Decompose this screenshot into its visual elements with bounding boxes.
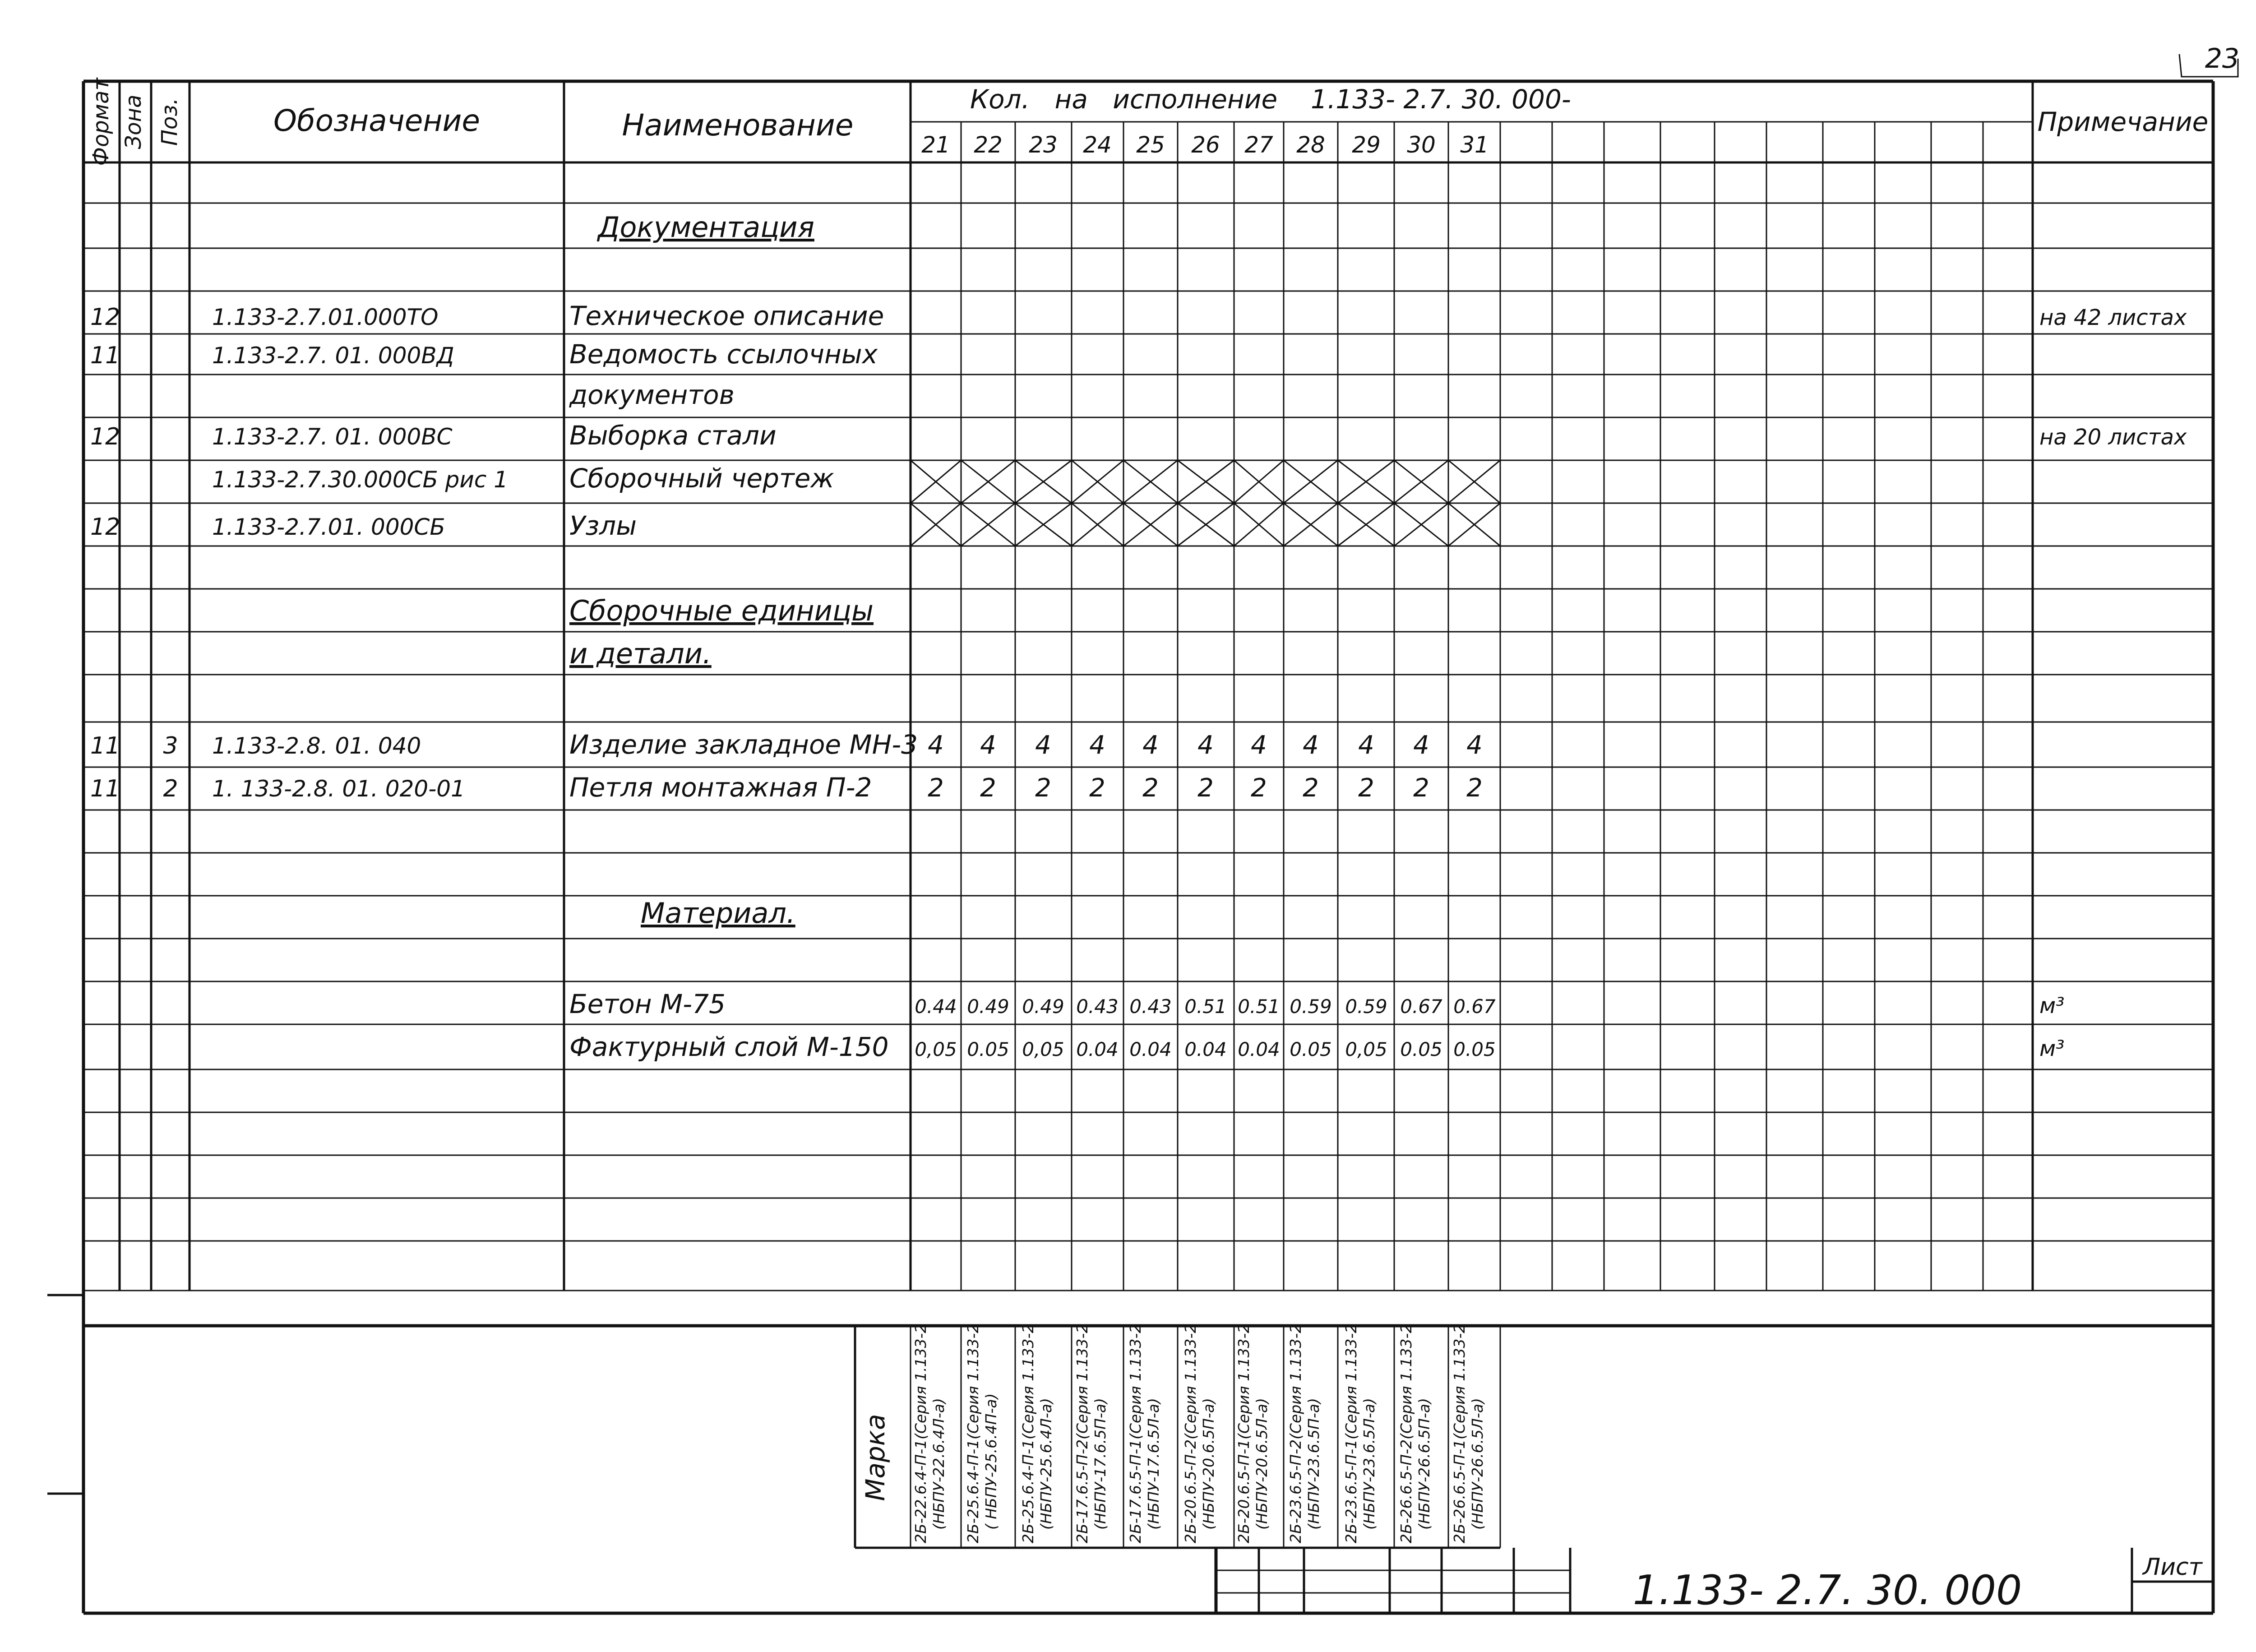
marka-entry <box>1287 1324 1322 1543</box>
qty-cell: 0.05 <box>1453 1038 1496 1060</box>
row-note: на 42 листах <box>2039 305 2187 330</box>
qty-cell: 4 <box>1089 731 1105 760</box>
section-heading: Документация <box>598 211 814 244</box>
row-note: м³ <box>2039 1036 2065 1061</box>
section-heading: Материал. <box>641 897 795 930</box>
table-row <box>596 211 814 244</box>
row-format: 11 <box>90 775 120 802</box>
marka-line: (НБПУ-17.6.5П-а) <box>1091 1398 1109 1530</box>
header-zone: Зона <box>121 94 146 149</box>
qty-cell: 2 <box>928 773 944 803</box>
qty-cell: 2 <box>980 773 996 803</box>
row-pos: 3 <box>163 732 178 759</box>
table-row <box>90 339 878 370</box>
row-name: Узлы <box>569 510 637 541</box>
marka-entry <box>1127 1324 1162 1543</box>
marka-line: 2Б-22.6.4-П-1(Серия 1.133-2 <box>912 1323 929 1543</box>
spec-rows <box>90 211 2187 1062</box>
table-row <box>641 897 795 930</box>
header-pos: Поз. <box>157 97 182 146</box>
table-row <box>569 1032 2064 1062</box>
marka-entry <box>1451 1324 1486 1543</box>
row-name: Петля монтажная П-2 <box>569 772 872 803</box>
marka-line: (НБПУ-25.6.4Л-а) <box>1037 1398 1055 1530</box>
sheet-page-number: 23 <box>2205 43 2240 74</box>
marka-entry <box>964 1324 1000 1543</box>
doc-number: 1.133- 2.7. 30. 000 <box>1632 1567 2022 1614</box>
header-format: Формат <box>88 78 114 166</box>
marka-line: (НБПУ-20.6.5Л-а) <box>1253 1398 1271 1530</box>
marka-line: 2Б-20.6.5-П-1(Серия 1.133-2 <box>1235 1323 1253 1543</box>
row-designation: 1.133-2.7. 01. 000ВД <box>212 342 454 369</box>
table-row <box>569 594 874 627</box>
row-designation: 1.133-2.7. 01. 000ВС <box>212 424 453 450</box>
row-name: Бетон M-75 <box>569 989 726 1019</box>
row-pos: 2 <box>163 775 178 802</box>
row-format: 12 <box>90 514 120 541</box>
qty-cell: 4 <box>928 731 944 760</box>
row-designation: 1.133-2.8. 01. 040 <box>212 733 421 759</box>
row-name: Выборка стали <box>569 420 777 451</box>
table-row <box>90 420 2187 451</box>
qty-cell: 0,05 <box>915 1038 957 1060</box>
variant-header: 27 <box>1244 132 1273 158</box>
marka-line: 2Б-23.6.5-П-1(Серия 1.133-2 <box>1342 1323 1360 1543</box>
table-row <box>90 772 1483 803</box>
qty-cell: 0.59 <box>1345 995 1387 1018</box>
section-heading: и детали. <box>569 637 712 670</box>
qty-cell: 2 <box>1413 773 1429 803</box>
variant-header: 29 <box>1352 132 1381 158</box>
table-row <box>90 729 1483 760</box>
marka-line: 2Б-26.6.5-П-1(Серия 1.133-2 <box>1451 1323 1468 1543</box>
marka-entry <box>1182 1324 1217 1543</box>
marka-line: 2Б-23.6.5-П-2(Серия 1.133-2 <box>1287 1323 1304 1543</box>
qty-cell: 4 <box>1035 731 1051 760</box>
qty-cell: 4 <box>1358 731 1374 760</box>
table-row <box>569 989 2064 1019</box>
table-row <box>90 510 637 541</box>
qty-cell: 2 <box>1197 773 1214 803</box>
marka-line: 2Б-17.6.5-П-2(Серия 1.133-2 <box>1073 1323 1091 1543</box>
marka-line: (НБПУ-17.6.5Л-а) <box>1145 1398 1162 1530</box>
header-name: Наименование <box>622 108 854 143</box>
marka-entries <box>912 1324 1486 1543</box>
marka-line: 2Б-26.6.5-П-2(Серия 1.133-2 <box>1397 1323 1415 1543</box>
header-designation: Обозначение <box>273 103 480 138</box>
qty-cell: 0.05 <box>967 1038 1009 1060</box>
marka-line: 2Б-25.6.4-П-1(Серия 1.133-2 <box>964 1323 982 1543</box>
row-designation: 1.133-2.7.01.000ТО <box>212 304 439 330</box>
qty-cell: 4 <box>980 731 996 760</box>
row-designation: 1.133-2.7.01. 000СБ <box>212 514 445 540</box>
marka-line: 2Б-20.6.5-П-2(Серия 1.133-2 <box>1182 1323 1199 1543</box>
variant-header: 21 <box>921 132 950 158</box>
table-row <box>569 379 735 410</box>
row-designation: 1.133-2.7.30.000СБ рис 1 <box>212 467 509 493</box>
row-note: м³ <box>2039 993 2065 1018</box>
row-name: Сборочный чертеж <box>569 463 834 494</box>
qty-cell: 0.67 <box>1400 995 1442 1018</box>
row-name: Фактурный слой М-150 <box>569 1032 889 1062</box>
qty-cell: 0.04 <box>1129 1038 1172 1060</box>
row-name: Изделие закладное МН-3 <box>569 729 918 760</box>
qty-cell: 4 <box>1142 731 1159 760</box>
row-format: 12 <box>90 423 120 450</box>
variant-header: 28 <box>1296 132 1325 158</box>
row-format: 12 <box>90 304 120 331</box>
qty-cell: 2 <box>1358 773 1374 803</box>
qty-cell: 0.04 <box>1184 1038 1227 1060</box>
marka-entry <box>1342 1324 1378 1543</box>
qty-cell: 0.04 <box>1238 1038 1280 1060</box>
marka-line: (НБПУ-23.6.5Л-а) <box>1360 1398 1378 1530</box>
row-name: документов <box>569 379 735 410</box>
qty-cell: 0.49 <box>967 995 1009 1018</box>
qty-cell: 0.43 <box>1129 995 1172 1018</box>
variant-header: 30 <box>1407 132 1436 158</box>
qty-cell: 0.44 <box>915 995 957 1018</box>
qty-cell: 0.51 <box>1238 995 1280 1018</box>
qty-cell: 4 <box>1466 731 1483 760</box>
header-qty-line: Кол. на исполнение 1.133- 2.7. 30. 000- <box>970 84 1571 115</box>
qty-cell: 0.05 <box>1290 1038 1332 1060</box>
qty-cell: 0.49 <box>1022 995 1064 1018</box>
qty-cell: 0,05 <box>1022 1038 1064 1060</box>
qty-cell: 0,05 <box>1345 1038 1387 1060</box>
marka-line: (НБПУ-26.6.5П-а) <box>1415 1398 1433 1530</box>
marka-line: 2Б-17.6.5-П-1(Серия 1.133-2 <box>1127 1323 1144 1543</box>
variant-header: 22 <box>974 132 1003 158</box>
section-heading: Сборочные единицы <box>569 594 874 627</box>
table-row <box>569 637 712 670</box>
marka-entry <box>912 1324 948 1543</box>
variant-header: 31 <box>1460 132 1489 158</box>
qty-cell: 4 <box>1303 731 1319 760</box>
marka-line: (НБПУ-20.6.5П-а) <box>1200 1398 1217 1530</box>
marka-line: (НБПУ-26.6.5Л-а) <box>1469 1398 1486 1530</box>
qty-cell: 2 <box>1466 773 1483 803</box>
marka-line: ( НБПУ-25.6.4П-а) <box>982 1393 1000 1530</box>
qty-cell: 0.04 <box>1076 1038 1119 1060</box>
marka-entry <box>1019 1324 1055 1543</box>
variant-header: 23 <box>1029 132 1058 158</box>
marka-entry <box>1235 1324 1271 1543</box>
qty-cell: 2 <box>1142 773 1159 803</box>
row-name: Техническое описание <box>569 301 884 331</box>
marka-line: 2Б-25.6.4-П-1(Серия 1.133-2 <box>1019 1323 1037 1543</box>
marka-entry <box>1073 1324 1109 1543</box>
table-row <box>90 301 2187 331</box>
variant-header: 24 <box>1083 132 1112 158</box>
qty-cell: 0.67 <box>1453 995 1496 1018</box>
row-format: 11 <box>90 342 120 369</box>
header-notes: Примечание <box>2037 106 2209 137</box>
row-designation: 1. 133-2.8. 01. 020-01 <box>212 776 465 802</box>
qty-cell: 2 <box>1303 773 1319 803</box>
marka-label: Марка <box>860 1414 891 1501</box>
row-note: на 20 листах <box>2039 425 2187 450</box>
qty-cell: 2 <box>1089 773 1105 803</box>
variant-header: 26 <box>1191 132 1220 158</box>
marka-line: (НБПУ-23.6.5П-а) <box>1305 1398 1322 1530</box>
qty-cell: 0.05 <box>1400 1038 1442 1060</box>
row-name: Ведомость ссылочных <box>569 339 878 370</box>
qty-cell: 0.43 <box>1076 995 1119 1018</box>
qty-cell: 0.51 <box>1184 995 1227 1018</box>
qty-cell: 0.59 <box>1290 995 1332 1018</box>
qty-cell: 2 <box>1251 773 1267 803</box>
variant-header: 25 <box>1136 132 1165 158</box>
qty-cell: 2 <box>1035 773 1051 803</box>
row-format: 11 <box>90 732 120 759</box>
marka-entry <box>1397 1324 1433 1543</box>
qty-cell: 4 <box>1197 731 1214 760</box>
sheet-label: Лист <box>2143 1554 2202 1581</box>
qty-cell: 4 <box>1251 731 1267 760</box>
marka-line: (НБПУ-22.6.4Л-а) <box>930 1398 948 1530</box>
table-row <box>212 463 834 494</box>
qty-cell: 4 <box>1413 731 1429 760</box>
